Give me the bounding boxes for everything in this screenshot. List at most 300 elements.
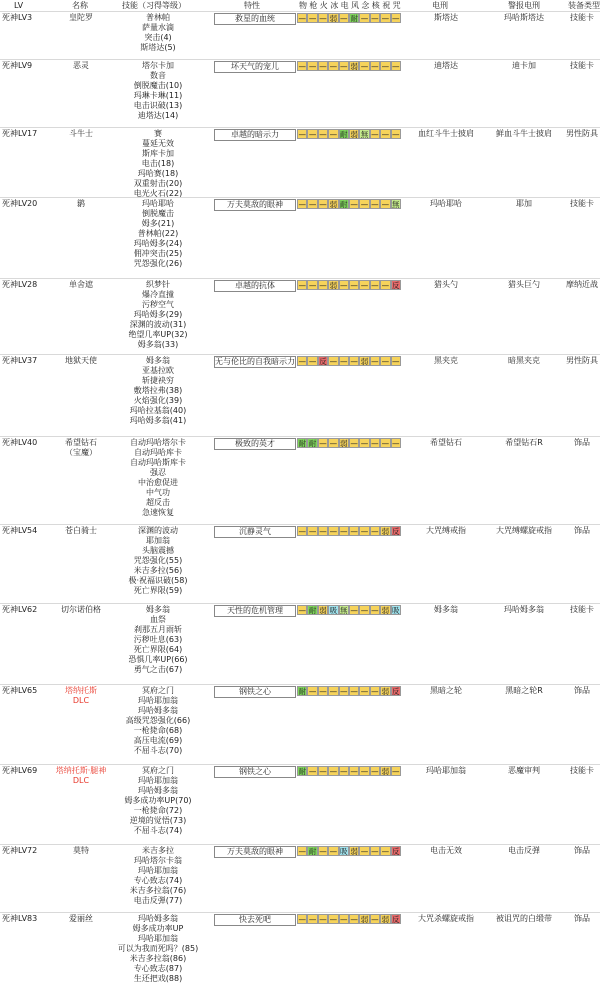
skill-item: 蔓延无效 [142,139,174,148]
row-divider [0,436,600,437]
header-alarm: 警报电刑 [508,1,540,10]
resistance-cell: 弱 [340,439,348,448]
electric-result: 黑夹克 [434,356,458,365]
skill-item: 米吉多拉翁(76) [129,886,187,895]
equip-type: 饰品 [574,686,590,695]
skill-item: 米吉多拉 [142,846,174,855]
electric-result: 斯塔达 [434,13,458,22]
skill-item: 恐惧几率UP(66) [128,655,188,664]
trait-cell: 万夫莫敌的眼神 [214,199,296,211]
resistance-cell: — [319,281,327,290]
persona-name: 塔纳托斯 [65,686,97,695]
alarm-result: 耶加 [516,199,532,208]
resistance-cell: — [298,847,306,856]
resistance-cell: — [381,281,390,290]
row-level: 死神LV28 [2,280,38,289]
row-level: 死神LV9 [2,61,33,70]
resistance-cell: 耐 [340,200,348,209]
alarm-result: 电击反弹 [508,846,540,855]
resistance-cell: — [298,915,306,924]
resistance-cell: 弱 [360,915,369,924]
resistance-cell: 耐 [340,130,348,139]
skill-item: 极·祝福识破(58) [128,576,188,585]
trait-cell: 钢铁之心 [214,686,296,698]
alarm-result: 被诅咒的白缎带 [496,914,552,923]
resistance-cell: — [319,130,327,139]
skill-item: 亚基拉欧 [142,366,174,375]
skill-item: 血祭 [150,615,166,624]
resistance-cell: — [371,767,379,776]
resistance-cell: — [329,357,338,366]
skill-item: 玛琳卡琳(11) [133,91,183,100]
resistance-cell: — [360,439,369,448]
persona-name: 鹟 [77,199,85,208]
resistance-cell: — [308,687,317,696]
resistance-cell: 弱 [381,606,390,615]
skill-item: 普林帕 [146,13,170,22]
resistance-cell: — [340,62,348,71]
resistance-cell: — [381,200,390,209]
resistance-cell: — [308,357,317,366]
trait-cell: 钢铁之心 [214,766,296,778]
resistance-strip [297,526,401,536]
trait-cell: 万夫莫敌的眼神 [214,846,296,858]
equip-type: 男性防具 [566,356,598,365]
resistance-cell: 無 [391,200,400,209]
resistance-cell: — [350,915,358,924]
row-level: 死神LV37 [2,356,38,365]
resistance-cell: — [360,847,369,856]
trait-cell: 天性的危机管理 [214,605,296,617]
resistance-strip [297,280,401,290]
header-res-7: 核 [371,1,380,10]
skill-item: 刹那五月雨斩 [134,625,182,634]
resistance-cell: — [360,527,369,536]
resistance-cell: — [329,915,338,924]
persona-name: DLC [72,776,90,785]
equip-type: 技能卡 [570,61,594,70]
skill-item: 深渊的波动(31) [129,320,187,329]
resistance-cell: — [308,200,317,209]
resistance-cell: 弱 [329,281,338,290]
electric-result: 血红斗牛士披肩 [418,129,474,138]
resistance-cell: — [371,281,379,290]
equip-type: 饰品 [574,914,590,923]
resistance-cell: — [391,14,400,23]
header-trait: 特性 [244,1,260,10]
trait-cell: 沉静灵气 [214,526,296,538]
alarm-result: 恶魔审判 [508,766,540,775]
resistance-strip [297,61,401,71]
skill-item: 赛 [154,129,162,138]
resistance-cell: — [371,200,379,209]
alarm-result: 大咒缚螺旋戒指 [496,526,552,535]
skill-item: 萨量水滴 [142,23,174,32]
resistance-cell: — [298,281,306,290]
resistance-cell: — [329,130,338,139]
resistance-cell: — [360,200,369,209]
resistance-cell: — [391,439,400,448]
electric-result: 玛哈耶哈 [430,199,462,208]
resistance-cell: 弱 [381,687,390,696]
equip-type: 饰品 [574,846,590,855]
row-level: 死神LV20 [2,199,38,208]
resistance-cell: 弱 [360,357,369,366]
persona-name: 恶灵 [73,61,89,70]
row-level: 死神LV40 [2,438,38,447]
row-divider [0,278,600,279]
skill-item: 玛哈耶加翁 [138,934,178,943]
persona-name: 爱丽丝 [69,914,93,923]
resistance-cell: — [360,62,369,71]
skill-item: 玛哈姆多(29) [133,310,183,319]
resistance-cell: — [381,62,390,71]
resistance-cell: — [371,62,379,71]
skill-item: 火焰强化(39) [133,396,183,405]
header-res-1: 枪 [309,1,318,10]
skill-item: 玛哈耶加翁 [138,696,178,705]
skill-item: 电光火石(22) [133,189,183,198]
resistance-cell: — [381,14,390,23]
equip-type: 饰品 [574,526,590,535]
resistance-cell: 弱 [329,200,338,209]
header-equip: 装备类型 [568,1,600,10]
equip-type: 饰品 [574,438,590,447]
resistance-cell: 反 [391,281,400,290]
resistance-cell: 反 [391,847,400,856]
resistance-cell: — [371,439,379,448]
row-divider [0,912,600,913]
resistance-strip [297,914,401,924]
skill-item: 姆多(21) [141,219,175,228]
skill-item: 高压电流(69) [133,736,183,745]
header-res-8: 祝 [382,1,391,10]
persona-name: 切尔诺伯格 [61,605,101,614]
skill-item: 迪塔达(14) [137,111,179,120]
resistance-cell: — [371,130,379,139]
resistance-cell: 無 [360,130,369,139]
skill-item: 玛哈姆多翁 [138,914,178,923]
resistance-cell: — [319,687,327,696]
resistance-cell: — [371,687,379,696]
resistance-cell: — [391,62,400,71]
resistance-cell: — [340,915,348,924]
trait-cell: 无与伦比的自我暗示力 [215,357,295,366]
alarm-result: 玛哈斯塔达 [504,13,544,22]
skill-item: 玛哈姆多(24) [133,239,183,248]
skill-item: 数音 [150,71,166,80]
persona-name: （宝魔） [65,448,97,457]
trait-cell: 极致的英才 [214,438,296,450]
header-lv: LV [14,1,24,10]
resistance-cell: — [329,62,338,71]
resistance-cell: — [319,767,327,776]
resistance-cell: — [329,767,338,776]
resistance-cell: — [371,606,379,615]
resistance-cell: — [298,357,306,366]
skill-item: 可以为我而死吗？(85) [117,944,199,953]
electric-result: 大咒缚戒指 [426,526,466,535]
skill-item: 姆多成功率UP(70) [124,796,192,805]
resistance-strip [297,605,401,615]
row-level: 死神LV72 [2,846,38,855]
skill-item: 专心致志(74) [133,876,183,885]
resistance-cell: — [360,767,369,776]
alarm-result: 暗黑夹克 [508,356,540,365]
row-divider [0,127,600,128]
row-divider [0,764,600,765]
resistance-cell: 耐 [308,847,317,856]
skill-item: 电击反弹(77) [133,896,183,905]
skill-item: 普林帕(22) [137,229,179,238]
resistance-strip [297,199,401,209]
electric-result: 迪塔达 [434,61,458,70]
skill-item: 超反击 [146,498,170,507]
skill-item: 玛哈塔尔卡翁 [134,856,182,865]
persona-name: DLC [72,696,90,705]
resistance-cell: — [298,200,306,209]
persona-name: 单舍遮 [69,280,93,289]
electric-result: 猎头勺 [434,280,458,289]
resistance-cell: 耐 [350,14,358,23]
skill-item: 倒脱魔击(10) [133,81,183,90]
skill-item: 斯库卡加 [142,149,174,158]
header-res-5: 风 [351,1,359,10]
resistance-cell: 吸 [329,606,338,615]
electric-result: 希望钻石 [430,438,462,447]
skill-item: 米吉多拉(56) [133,566,183,575]
row-level: 死神LV54 [2,526,38,535]
row-level: 死神LV62 [2,605,38,614]
header-electric: 电刑 [432,1,448,10]
resistance-cell: — [360,281,369,290]
resistance-strip [297,129,401,139]
resistance-cell: 耐 [298,767,306,776]
resistance-cell: — [350,281,358,290]
trait-cell: 卓越的抗体 [214,280,296,292]
equip-type: 技能卡 [570,13,594,22]
trait-cell: 坏天气的宠儿 [214,61,296,73]
resistance-cell: — [371,915,379,924]
resistance-strip [297,13,401,23]
skill-item: 耶加翁 [146,536,170,545]
resistance-strip [297,686,401,696]
skill-item: 自动玛哈库卡 [134,448,182,457]
resistance-cell: 弱 [319,606,327,615]
resistance-cell: — [340,357,348,366]
resistance-cell: — [391,357,400,366]
resistance-cell: — [340,14,348,23]
header-res-2: 火 [319,1,328,10]
row-level: 死神LV17 [2,129,38,138]
resistance-cell: — [319,527,327,536]
trait-cell: 卓越的暗示力 [214,129,296,141]
header-res-9: 咒 [392,1,401,10]
skill-item: 深渊的波动 [138,526,178,535]
resistance-cell: — [308,915,317,924]
skill-item: 塔尔卡加 [142,61,174,70]
resistance-cell: — [319,439,327,448]
skill-item: 污秽吐息(63) [133,635,183,644]
alarm-result: 鲜血斗牛士披肩 [496,129,552,138]
resistance-cell: — [340,527,348,536]
row-level: 死神LV83 [2,914,38,923]
resistance-cell: 弱 [350,130,358,139]
skill-item: 玛哈耶哈 [142,199,174,208]
skill-item: 佣冲突击(25) [133,249,183,258]
resistance-strip [297,356,401,366]
resistance-cell: — [391,130,400,139]
resistance-cell: — [298,130,306,139]
resistance-cell: — [381,357,390,366]
equip-type: 技能卡 [570,199,594,208]
skill-item: 一枪毙命(68) [133,726,183,735]
resistance-cell: — [350,606,358,615]
resistance-cell: 吸 [391,606,400,615]
resistance-cell: 弱 [329,14,338,23]
resistance-cell: — [298,606,306,615]
skill-item: 玛哈耶加翁 [138,866,178,875]
skill-item: 死亡界限(59) [133,586,183,595]
resistance-cell: — [381,439,390,448]
skill-item: 不屈斗志(70) [133,746,183,755]
resistance-cell: 耐 [298,439,306,448]
resistance-cell: 反 [391,527,400,536]
resistance-cell: — [360,687,369,696]
resistance-cell: 弱 [350,62,358,71]
resistance-cell: — [319,915,327,924]
resistance-cell: — [329,687,338,696]
resistance-cell: — [319,847,327,856]
resistance-cell: 無 [340,606,348,615]
skill-item: 不屈斗志(74) [133,826,183,835]
resistance-cell: — [350,687,358,696]
persona-name: 塔纳托斯·腿神 [55,766,107,775]
resistance-cell: 弱 [350,847,358,856]
resistance-strip [297,766,401,776]
skill-item: 一枪毙命(72) [133,806,183,815]
skill-item: 死亡界限(64) [133,645,183,654]
resistance-cell: — [371,357,379,366]
resistance-cell: — [298,527,306,536]
persona-name: 斗牛士 [69,129,93,138]
resistance-cell: 耐 [308,439,317,448]
resistance-cell: — [308,14,317,23]
resistance-strip [297,846,401,856]
resistance-cell: — [340,281,348,290]
skill-item: 玛哈赛(18) [137,169,179,178]
persona-name: 皇陀罗 [69,13,93,22]
trait-cell: 救星的血统 [214,13,296,25]
skill-item: 电击(18) [141,159,175,168]
skill-item: 急速恢复 [142,508,174,517]
header-skill: 技能（习得等级） [122,1,186,10]
alarm-result: 希望钻石R [505,438,543,447]
electric-result: 大咒杀螺旋戒指 [418,914,474,923]
resistance-cell: — [350,357,358,366]
electric-result: 玛哈耶加翁 [426,766,466,775]
skill-item: 双重射击(20) [133,179,183,188]
equip-type: 男性防具 [566,129,598,138]
header-res-0: 物 [299,1,307,10]
resistance-cell: — [350,527,358,536]
skill-item: 玛哈拉基翁(40) [129,406,187,415]
skill-item: 玛哈耶加翁 [138,776,178,785]
alarm-result: 猎头巨勺 [508,280,540,289]
alarm-result: 玛哈姆多翁 [504,605,544,614]
resistance-cell: — [298,62,306,71]
skill-item: 玛哈姆多翁 [138,706,178,715]
skill-item: 逆境的觉悟(73) [129,816,187,825]
skill-item: 专心致志(87) [133,964,183,973]
resistance-cell: 耐 [308,606,317,615]
skill-item: 突击(4) [144,33,172,42]
row-divider [0,603,600,604]
resistance-cell: 弱 [381,767,390,776]
persona-name: 莫特 [73,846,89,855]
skill-item: 斩捷袂穷 [142,376,174,385]
resistance-cell: — [319,200,327,209]
row-level: 死神LV69 [2,766,38,775]
electric-result: 姆多翁 [434,605,458,614]
header-res-6: 念 [361,1,370,10]
skill-item: 米吉多拉翁(86) [129,954,187,963]
resistance-cell: 反 [391,915,400,924]
persona-name: 苍白骑士 [65,526,97,535]
resistance-cell: — [360,14,369,23]
resistance-cell: — [381,847,390,856]
skill-item: 生还把戏(88) [133,974,183,983]
row-level: 死神LV3 [2,13,33,22]
skill-item: 玛哈姆多翁 [138,786,178,795]
resistance-strip [297,438,401,448]
row-divider [0,11,600,12]
resistance-cell: — [308,767,317,776]
trait-cell: 快去死吧 [214,914,296,926]
equip-type: 摩纳近战 [566,280,598,289]
row-divider [0,844,600,845]
resistance-cell: — [329,847,338,856]
skill-item: 电击识破(13) [133,101,183,110]
resistance-cell: 反 [391,687,400,696]
electric-result: 电击无效 [430,846,462,855]
skill-item: 咒怨强化(55) [133,556,183,565]
header-res-3: 冰 [330,1,339,10]
skill-item: 高级咒怨强化(66) [125,716,191,725]
header-name: 名称 [72,1,88,10]
skill-item: 姆多翁(33) [137,340,179,349]
persona-name: 希望钻石 [65,438,97,447]
row-divider [0,197,600,198]
resistance-cell: — [340,687,348,696]
equip-type: 技能卡 [570,766,594,775]
resistance-cell: — [350,767,358,776]
skill-item: 斯塔达(5) [140,43,176,52]
skill-item: 污秽空气 [142,300,174,309]
persona-name: 地狱天使 [65,356,97,365]
resistance-cell: — [329,439,338,448]
skill-item: 倒脱魔击 [142,209,174,218]
equip-type: 技能卡 [570,605,594,614]
skill-item: 姆多成功率UP [132,924,184,933]
resistance-cell: — [298,14,306,23]
skill-item: 勇气之击(67) [133,665,183,674]
skill-item: 姆多翁 [146,605,170,614]
skill-item: 姆多翁 [146,356,170,365]
resistance-cell: 耐 [298,687,306,696]
skill-item: 敷塔拉弗(38) [133,386,183,395]
skill-item: 中治愈促进 [138,478,178,487]
